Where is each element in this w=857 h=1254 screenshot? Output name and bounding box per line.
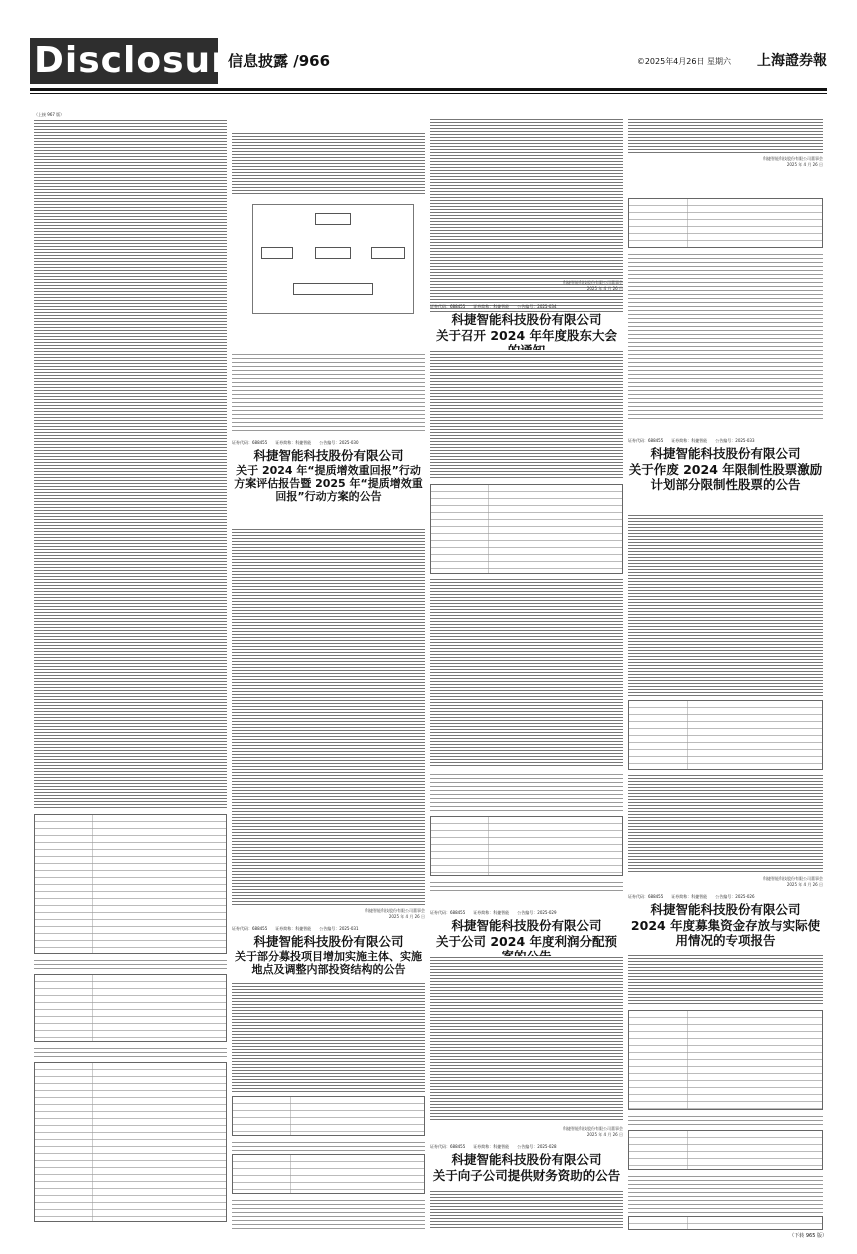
body-text (232, 132, 425, 194)
notice-codes: 证券代码：688455 证券简称：科捷智能 公告编号：2025-029 (430, 910, 557, 915)
agenda-table (430, 484, 623, 574)
notice-codes: 证券代码：688455 证券简称：科捷智能 公告编号：2025-033 (628, 438, 755, 443)
notice-title: 关于部分募投项目增加实施主体、实施地点及调整内部投资结构的公告 (235, 950, 422, 977)
newspaper-name: 上海證券報 (757, 53, 827, 69)
body-text (628, 954, 823, 1006)
company-name: 科捷智能科技股份有限公司 (451, 1152, 602, 1167)
body-text (34, 1046, 227, 1060)
diagram-node (315, 247, 351, 259)
diagram-node (315, 213, 351, 225)
body-text (34, 958, 227, 972)
masthead (30, 38, 827, 88)
share-table (628, 198, 823, 248)
fundraising-table (34, 1062, 227, 1222)
notice-codes: 证券代码：688455 证券简称：科捷智能 公告编号：2025-028 (430, 1144, 557, 1149)
signature-date: 2025 年 4 月 26 日 (786, 162, 823, 167)
body-text (628, 514, 823, 696)
notice-title: 关于 2024 年“提质增效重回报”行动方案评估报告暨 2025 年“提质增效重回报”行动方案的公告 (234, 464, 423, 504)
body-text (430, 578, 623, 768)
body-text (628, 1174, 823, 1214)
detail-table (628, 1216, 823, 1230)
body-text (232, 982, 425, 1092)
diagram-node (293, 283, 373, 295)
diagram-node (371, 247, 405, 259)
brand-logo: Disclosure (30, 38, 218, 84)
notice-title: 关于公司 2024 年度利润分配预 (436, 934, 617, 949)
company-name: 科捷智能科技股份有限公司 (650, 446, 801, 461)
notice-codes: 证券代码：688455 证券简称：科捷智能 公告编号：2025-030 (232, 440, 359, 445)
masthead-rule-thin (30, 93, 827, 94)
signature-board: 科捷智能科技股份有限公司董事会 (563, 1126, 623, 1131)
signature-date: 2025 年 4 月 26 日 (786, 882, 823, 887)
body-text (34, 119, 227, 809)
signature-board: 科捷智能科技股份有限公司董事会 (763, 156, 823, 161)
signature-date: 2025 年 4 月 26 日 (388, 914, 425, 919)
fund-usage-table (628, 1010, 823, 1110)
account-table (628, 1130, 823, 1170)
notice-title: 关于召开 2024 年年度股东大会 (436, 328, 617, 343)
signature-date: 2025 年 4 月 26 日 (586, 1132, 623, 1137)
diagram-node (261, 247, 293, 259)
column-1 (34, 112, 227, 1230)
investment-table (232, 1154, 425, 1194)
company-name: 科捷智能科技股份有限公司 (650, 902, 801, 917)
body-text (430, 772, 623, 812)
financial-table (34, 974, 227, 1042)
section-title: 信息披露 /966 (228, 52, 331, 70)
body-text (628, 1114, 823, 1128)
notice-codes: 证券代码：688455 证券简称：科捷智能 公告编号：2025-031 (232, 926, 359, 931)
body-text (232, 352, 425, 432)
issue-date: ©2025年4月26日 星期六 (636, 57, 731, 66)
body-text (430, 350, 623, 478)
body-text (430, 1190, 623, 1230)
body-text (430, 956, 623, 1122)
body-text (430, 880, 623, 894)
continued-from: （上接 967 版） (34, 112, 65, 117)
company-name: 科捷智能科技股份有限公司 (253, 934, 404, 949)
notice-title: 关于作废 2024 年限制性股票激励计划部分限制性股票的公告 (628, 462, 823, 492)
company-name: 科捷智能科技股份有限公司 (451, 312, 602, 327)
notice-codes: 证券代码：688455 证券简称：科捷智能 公告编号：2025-026 (628, 894, 755, 899)
body-text (628, 252, 823, 422)
column-4 (628, 112, 823, 1230)
notice-title: 关于向子公司提供财务资助的公告 (432, 1168, 621, 1183)
body-text (232, 1140, 425, 1152)
body-text (232, 1198, 425, 1230)
body-text (628, 118, 823, 154)
body-text (232, 528, 425, 906)
company-name: 科捷智能科技股份有限公司 (451, 918, 602, 933)
signature-date: 2025 年 4 月 26 日 (586, 286, 623, 291)
structure-diagram (252, 204, 414, 314)
signature-board: 科捷智能科技股份有限公司董事会 (365, 908, 425, 913)
continued-to: （下转 965 版） (789, 1233, 827, 1239)
project-table (232, 1096, 425, 1136)
incentive-table (628, 700, 823, 770)
body-text (628, 774, 823, 874)
notice-codes: 证券代码：688455 证券简称：科捷智能 公告编号：2025-034 (430, 304, 557, 309)
masthead-rule (30, 88, 827, 91)
financial-table (34, 814, 227, 954)
column-2 (232, 112, 425, 1230)
notice-title: 2024 年度募集资金存放与实际使用情况的专项报告 (630, 918, 821, 948)
signature-board: 科捷智能科技股份有限公司董事会 (763, 876, 823, 881)
proxy-table (430, 816, 623, 876)
company-name: 科捷智能科技股份有限公司 (253, 448, 404, 463)
signature-board: 科捷智能科技股份有限公司董事会 (563, 280, 623, 285)
column-3 (430, 112, 623, 1230)
